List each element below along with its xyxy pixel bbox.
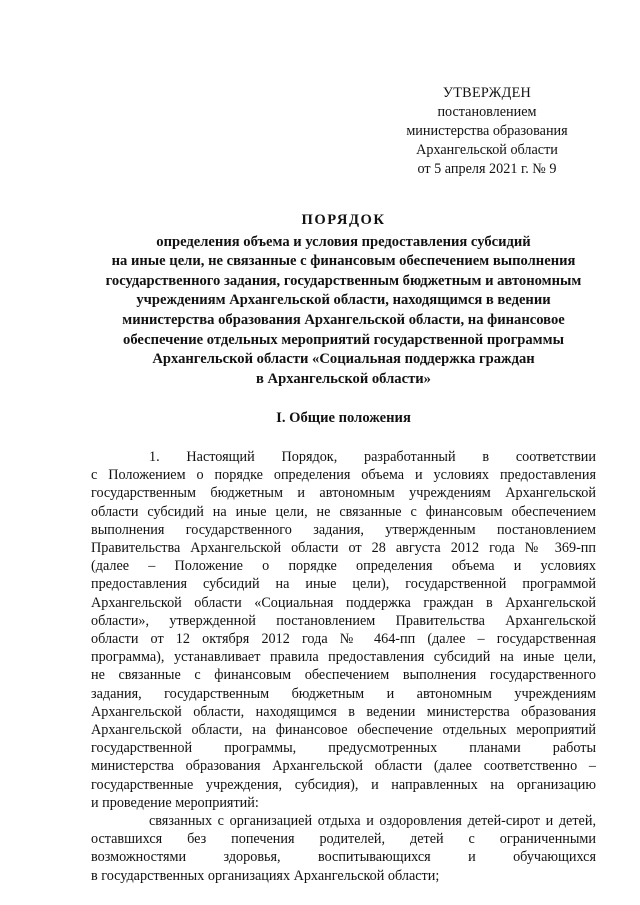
- text-line: выполнения государственного задания, утвержденным постановлением: [91, 521, 596, 538]
- text-line: (далее – Положение о порядке определения объема и условиях: [91, 558, 596, 575]
- approval-line: Архангельской области: [416, 142, 558, 158]
- approval-stamp: [394, 84, 580, 179]
- text-line: Архангельской области «Социальная поддержка граждан в Архангельской: [91, 594, 596, 611]
- text-line: министерства образования Архангельской области (далее соответственно –: [91, 758, 596, 775]
- text-line: государственным бюджетным и автономным учреждениям Архангельской: [91, 485, 596, 502]
- document-title: [91, 211, 596, 389]
- text-line: 1. Настоящий Порядок, разработанный в соответствии: [149, 448, 596, 465]
- title-main: ПОРЯДОК: [301, 212, 386, 228]
- text-line: предоставления субсидий на иные цели), государственной программой: [91, 576, 596, 593]
- paragraph-1: [91, 448, 596, 812]
- title-line: министерства образования Архангельской области, на финансовое: [122, 311, 565, 328]
- text-line: и проведение мероприятий:: [91, 794, 259, 811]
- title-line: государственного задания, государственным бюджетным и автономным: [105, 272, 582, 289]
- text-line: связанных с организацией отдыха и оздоровления детей-сирот и детей,: [149, 813, 596, 829]
- title-line: определения объема и условия предоставления субсидий: [156, 233, 531, 250]
- text-line: Архангельской области, находящимся в ведении министерства образования: [91, 703, 596, 720]
- text-line: Правительства Архангельской области от 28 августа 2012 года № 369-пп: [91, 539, 596, 556]
- title-line: Архангельской области «Социальная поддержка граждан: [152, 351, 535, 368]
- text-line: задания, государственным бюджетным и автономным учреждениям: [91, 685, 596, 702]
- text-line: государственной программы, предусмотренных планами работы: [91, 740, 596, 757]
- title-line: обеспечение отдельных мероприятий государственной программы: [123, 331, 564, 348]
- document-body: [91, 448, 596, 885]
- text-line: возможностями здоровья, воспитывающихся и обучающихся: [91, 849, 596, 866]
- text-line: с Положением о порядке определения объема и условиях предоставления: [91, 467, 596, 484]
- title-line: на иные цели, не связанные с финансовым обеспечением выполнения: [111, 253, 576, 270]
- paragraph-2: [91, 812, 596, 885]
- text-line: программа), устанавливает правила предоставления субсидий на иные цели,: [91, 649, 596, 666]
- text-line: не связанные с финансовым обеспечением выполнения государственного: [91, 667, 596, 684]
- text-line: государственные учреждения, субсидия), и направленных на организацию: [91, 776, 596, 793]
- approval-date: от 5 апреля 2021 г. № 9: [417, 161, 557, 177]
- text-line: области субсидий на иные цели, не связанные с финансовым обеспечением: [91, 503, 596, 520]
- approval-line: министерства образования: [406, 123, 568, 139]
- text-line: оставшихся без попечения родителей, детей с ограниченными: [91, 831, 596, 848]
- title-line: учреждениям Архангельской области, находящимся в ведении: [136, 292, 551, 309]
- text-line: области», утвержденной постановлением Правительства Архангельской: [91, 612, 596, 629]
- title-line: в Архангельской области»: [256, 370, 431, 387]
- text-line: Архангельской области, на финансовое обеспечение отдельных мероприятий: [91, 721, 596, 738]
- approval-line: постановлением: [437, 104, 537, 120]
- text-line: в государственных организациях Архангельской области;: [91, 867, 440, 884]
- text-line: области от 12 октября 2012 года № 464-пп (далее – государственная: [91, 630, 596, 647]
- section-heading: I. Общие положения: [276, 410, 411, 427]
- approval-heading: УТВЕРЖДЕН: [442, 85, 532, 101]
